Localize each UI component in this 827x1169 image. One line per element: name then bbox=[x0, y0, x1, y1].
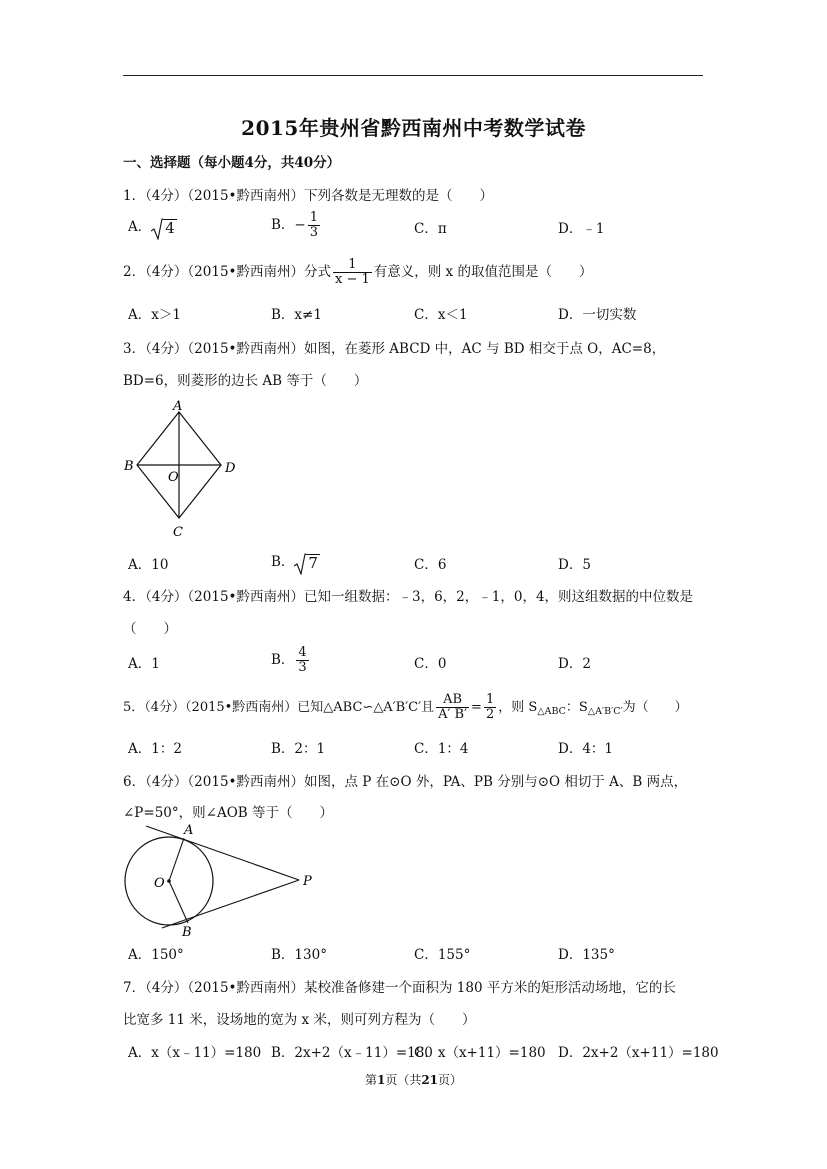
question-2-stem bbox=[123, 258, 592, 287]
radical-sign-icon bbox=[294, 553, 306, 575]
numerator: 1 bbox=[309, 210, 319, 225]
option-a: A．x＞1 bbox=[128, 307, 181, 323]
page-title: 2015年贵州省黔西南州中考数学试卷 bbox=[241, 116, 586, 140]
option-d: D．4：1 bbox=[558, 741, 614, 757]
sqrt-expression bbox=[151, 219, 177, 237]
page-total: 21 bbox=[421, 1073, 439, 1087]
option-label: B． bbox=[271, 217, 295, 233]
option-b: B．x≠1 bbox=[271, 307, 322, 323]
stem-text: 5．（4分）（2015•黔西南州）已知△ABC∽△A′B′C′且 bbox=[123, 700, 435, 715]
stem-text: 有意义，则 x 的取值范围是（ ） bbox=[373, 264, 593, 280]
option-a bbox=[128, 215, 177, 237]
stem-text: 为（ ） bbox=[622, 700, 688, 715]
question-6-stem-line-2: ∠P=50°，则∠AOB 等于（ ） bbox=[123, 805, 333, 821]
numerator: 4 bbox=[298, 645, 307, 660]
label-b: B bbox=[182, 925, 192, 938]
option-d: D．2 bbox=[558, 656, 591, 672]
question-2-options bbox=[123, 303, 703, 323]
label-c: C bbox=[173, 525, 183, 540]
radicand: 4 bbox=[165, 218, 175, 237]
minus-sign: − bbox=[294, 217, 306, 233]
option-b: B．2：1 bbox=[271, 741, 326, 757]
page-number: 1 bbox=[376, 1073, 386, 1087]
option-c: C．x＜1 bbox=[414, 307, 468, 323]
section-heading: 一、选择题（每小题4分，共40分） bbox=[123, 155, 341, 171]
equals-sign: = bbox=[471, 700, 482, 715]
question-5-options bbox=[123, 737, 703, 757]
question-6-options bbox=[123, 943, 703, 963]
question-4-stem-line-1: 4．（4分）（2015•黔西南州）已知一组数据：﹣3，6，2，﹣1，0，4，则这组数据的中位数是 bbox=[123, 589, 694, 605]
option-a: A．10 bbox=[128, 557, 169, 573]
subscript: △A′B′C′ bbox=[587, 706, 623, 717]
question-4-stem-line-2: （ ） bbox=[123, 621, 177, 637]
label-a: A bbox=[173, 399, 183, 414]
option-d: D．135° bbox=[558, 947, 615, 963]
radicand: 7 bbox=[308, 553, 318, 572]
option-c: C．x（x+11）=180 bbox=[414, 1045, 546, 1061]
question-3-options bbox=[123, 551, 703, 575]
footer-text: 第 bbox=[364, 1073, 377, 1087]
option-d: D．5 bbox=[558, 557, 591, 573]
question-1-stem: 1．（4分）（2015•黔西南州）下列各数是无理数的是（ ） bbox=[123, 188, 493, 204]
numerator: 1 bbox=[485, 692, 495, 707]
label-o: O bbox=[168, 470, 179, 485]
option-d: D．﹣1 bbox=[558, 221, 605, 237]
option-d: D．2x+2（x+11）=180 bbox=[558, 1045, 719, 1061]
numerator: AB bbox=[443, 692, 463, 707]
option-label: B． bbox=[271, 554, 295, 570]
question-3-stem-line-2: BD=6，则菱形的边长 AB 等于（ ） bbox=[123, 373, 368, 389]
option-c: C．6 bbox=[414, 557, 447, 573]
radius-ob bbox=[169, 881, 188, 923]
stem-text: 2．（4分）（2015•黔西南州）分式 bbox=[123, 264, 331, 280]
question-5-stem bbox=[123, 693, 688, 722]
stem-text: ，则 S bbox=[498, 700, 538, 715]
option-a: A．1：2 bbox=[128, 741, 182, 757]
subscript: △ABC bbox=[537, 706, 566, 717]
question-3-stem-line-1: 3．（4分）（2015•黔西南州）如图，在菱形 ABCD 中，AC 与 BD 相交于点 O，AC=8， bbox=[123, 341, 666, 357]
option-c: C．1：4 bbox=[414, 741, 469, 757]
option-a: A．150° bbox=[128, 947, 184, 963]
label-b: B bbox=[124, 459, 134, 474]
question-1-options bbox=[123, 210, 703, 245]
fraction bbox=[333, 258, 372, 287]
label-d: D bbox=[225, 461, 236, 476]
label-a: A bbox=[184, 823, 194, 838]
circle-tangent-figure bbox=[118, 820, 323, 938]
radius-oa bbox=[169, 838, 184, 881]
option-a: A．x（x﹣11）=180 bbox=[128, 1045, 262, 1061]
fraction-half bbox=[484, 693, 496, 722]
question-7-stem-line-1: 7．（4分）（2015•黔西南州）某校准备修建一个面积为 180 平方米的矩形活动场地，它的长 bbox=[123, 980, 676, 996]
question-7-stem-line-2: 比宽多 11 米，设场地的宽为 x 米，则可列方程为（ ） bbox=[123, 1012, 476, 1028]
footer-text: 页（共 bbox=[385, 1073, 422, 1087]
rhombus-figure bbox=[118, 398, 248, 540]
denominator: 2 bbox=[485, 707, 495, 722]
label-o: O bbox=[154, 876, 165, 891]
denominator: 3 bbox=[309, 225, 319, 240]
tangent-pb bbox=[162, 880, 299, 928]
question-7-options bbox=[123, 1041, 719, 1061]
denominator: x − 1 bbox=[335, 272, 370, 287]
denominator: 3 bbox=[298, 660, 307, 675]
option-b: B．130° bbox=[271, 947, 327, 963]
option-c: C．155° bbox=[414, 947, 471, 963]
fraction bbox=[308, 211, 320, 240]
question-4-options bbox=[123, 646, 703, 680]
numerator: 1 bbox=[348, 257, 357, 272]
fraction-ab bbox=[436, 693, 469, 722]
footer-text: 页） bbox=[438, 1073, 463, 1087]
sqrt-expression bbox=[294, 554, 320, 572]
radical-sign-icon bbox=[151, 218, 163, 240]
page-footer bbox=[0, 1071, 827, 1088]
option-b bbox=[271, 646, 311, 675]
denominator: A′ B′ bbox=[438, 707, 468, 722]
option-label: A． bbox=[128, 219, 152, 235]
header-rule bbox=[123, 75, 703, 76]
center-point bbox=[167, 879, 171, 883]
option-d: D．一切实数 bbox=[558, 307, 637, 323]
label-p: P bbox=[303, 874, 312, 889]
stem-text: ：S bbox=[565, 700, 588, 715]
fraction bbox=[296, 646, 308, 675]
option-b bbox=[271, 550, 320, 572]
option-b bbox=[271, 211, 322, 240]
option-a: A．1 bbox=[128, 656, 160, 672]
tangent-pa bbox=[146, 826, 299, 880]
option-label: B． bbox=[271, 652, 295, 668]
option-c: C．π bbox=[414, 221, 447, 237]
option-c: C．0 bbox=[414, 656, 447, 672]
option-b: B．2x+2（x﹣11）=180 bbox=[271, 1045, 433, 1061]
question-6-stem-line-1: 6．（4分）（2015•黔西南州）如图，点 P 在⊙O 外，PA、PB 分别与⊙O 相切于 A、B 两点， bbox=[123, 774, 688, 790]
